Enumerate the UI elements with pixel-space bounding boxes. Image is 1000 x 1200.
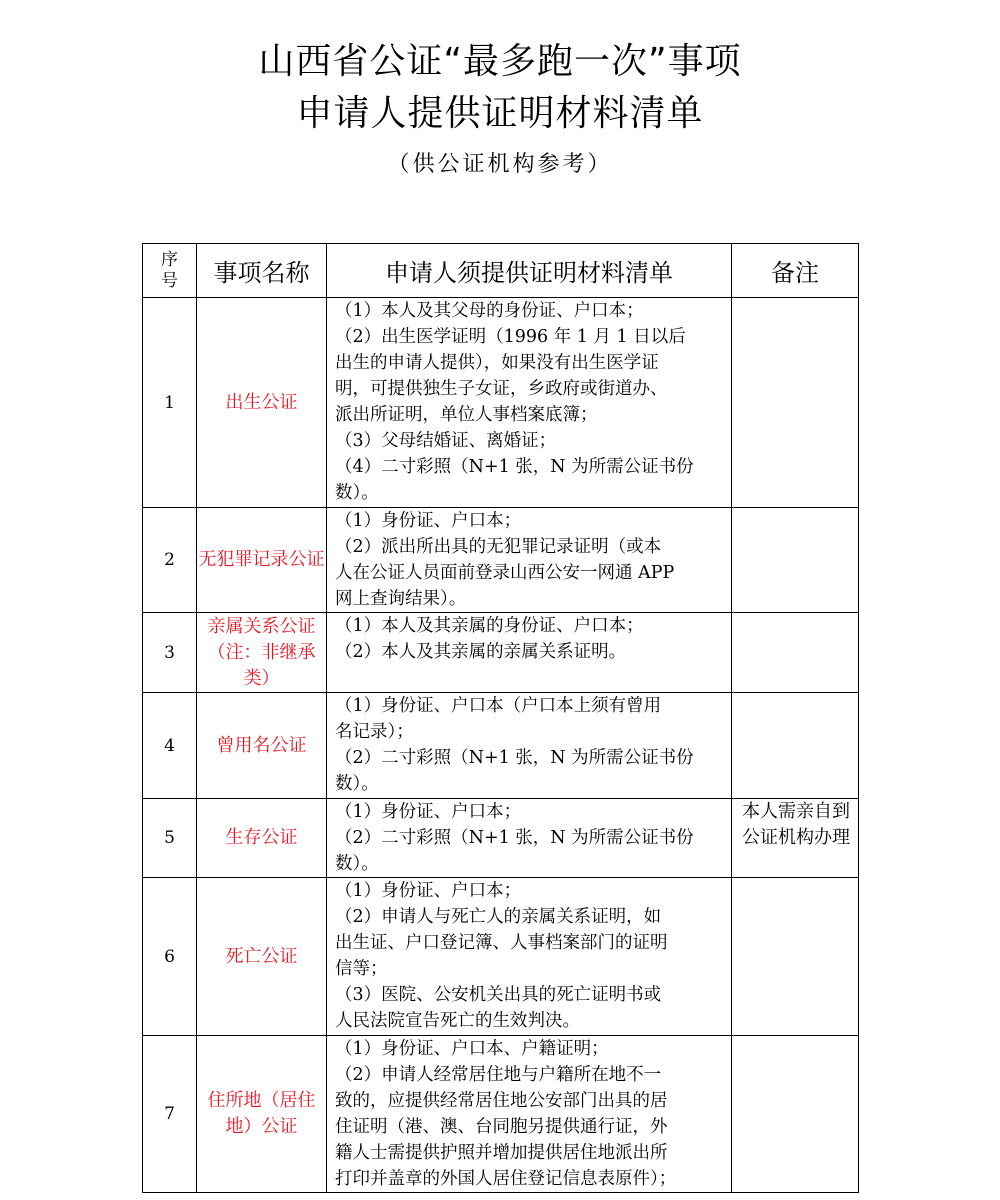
row-note [732, 799, 859, 878]
row-serial-number: 2 [143, 508, 197, 613]
material-line: 籍人士需提供护照并增加提供居住地派出所 [335, 1143, 668, 1163]
row-materials [327, 613, 732, 693]
table-row [143, 613, 859, 693]
document-title-line-2: 申请人提供证明材料清单 [296, 93, 704, 134]
row-note [732, 693, 859, 799]
row-note [732, 878, 859, 1036]
row-item-name: 曾用名公证 [197, 693, 327, 799]
row-item-name: 生存公证 [197, 799, 327, 878]
material-line: 明，可提供独生子女证，乡政府或街道办、 [335, 379, 668, 399]
material-line: 派出所证明，单位人事档案底簿； [335, 405, 598, 425]
header-item-name: 事项名称 [197, 244, 327, 298]
row-serial-number: 5 [143, 799, 197, 878]
row-serial-number: 6 [143, 878, 197, 1036]
material-line: （2）申请人经常居住地与户籍所在地不一 [335, 1065, 662, 1085]
material-line: 出生证、户口登记簿、人事档案部门的证明 [335, 933, 668, 953]
material-line: （4）二寸彩照（N+1 张，N 为所需公证书份 [335, 457, 694, 477]
material-line: （2）派出所出具的无犯罪记录证明（或本 [335, 537, 662, 557]
material-line: 致的，应提供经常居住地公安部门出具的居 [335, 1091, 668, 1111]
document-subtitle: （供公证机构参考） [387, 152, 613, 177]
material-line: 人民法院宣告死亡的生效判决。 [335, 1011, 580, 1031]
header-materials: 申请人须提供证明材料清单 [327, 244, 732, 298]
row-item-name: 无犯罪记录公证 [197, 508, 327, 613]
material-line: （2）出生医学证明（1996 年 1 月 1 日以后 [335, 327, 686, 347]
row-note [732, 1036, 859, 1193]
table-row [143, 508, 859, 613]
table-row [143, 298, 859, 508]
table-header-row [143, 244, 859, 298]
material-line: 打印并盖章的外国人居住登记信息表原件）； [335, 1169, 677, 1189]
material-line: 人在公证人员面前登录山西公安一网通 APP [335, 563, 675, 583]
table-row [143, 1036, 859, 1193]
note-text: 本人需亲自到公证机构办理 [742, 801, 850, 848]
header-serial-number: 序号 [143, 244, 197, 298]
material-line: （1）身份证、户口本（户口本上须有曾用 [335, 696, 662, 716]
material-line: （1）本人及其父母的身份证、户口本； [335, 301, 644, 321]
row-materials [327, 1036, 732, 1193]
material-line: （2）二寸彩照（N+1 张，N 为所需公证书份 [335, 748, 694, 768]
table-body [143, 298, 859, 1193]
material-line: （1）身份证、户口本； [335, 511, 522, 531]
row-materials [327, 508, 732, 613]
table-row [143, 878, 859, 1036]
table-row [143, 693, 859, 799]
material-line: （2）申请人与死亡人的亲属关系证明，如 [335, 907, 662, 927]
row-materials [327, 693, 732, 799]
material-line: 出生的申请人提供），如果没有出生医学证 [335, 353, 659, 373]
material-line: （1）身份证、户口本、户籍证明； [335, 1039, 609, 1059]
row-item-name: 住所地（居住地）公证 [197, 1036, 327, 1193]
material-line: （1）身份证、户口本； [335, 802, 522, 822]
row-item-name: 出生公证 [197, 298, 327, 508]
material-line: （1）本人及其亲属的身份证、户口本； [335, 616, 644, 636]
row-materials [327, 298, 732, 508]
row-serial-number: 3 [143, 613, 197, 693]
material-line: （2）本人及其亲属的亲属关系证明。 [335, 642, 627, 662]
row-item-name: 亲属关系公证（注：非继承类） [197, 613, 327, 693]
material-line: 网上查询结果）。 [335, 589, 467, 609]
material-line: （2）二寸彩照（N+1 张，N 为所需公证书份 [335, 828, 694, 848]
material-line: （3）医院、公安机关出具的死亡证明书或 [335, 985, 662, 1005]
table-row [143, 799, 859, 878]
row-serial-number: 1 [143, 298, 197, 508]
row-serial-number: 7 [143, 1036, 197, 1193]
row-item-name: 死亡公证 [197, 878, 327, 1036]
material-line: （1）身份证、户口本； [335, 881, 522, 901]
material-line: （3）父母结婚证、离婚证； [335, 431, 557, 451]
row-note [732, 298, 859, 508]
row-note [732, 508, 859, 613]
row-serial-number: 4 [143, 693, 197, 799]
material-line: 数）。 [335, 774, 379, 794]
material-line: 名记录）； [335, 722, 414, 742]
row-note [732, 613, 859, 693]
material-line: 住证明（港、澳、台同胞另提供通行证，外 [335, 1117, 668, 1137]
row-materials [327, 878, 732, 1036]
materials-table [142, 243, 859, 1193]
material-line: 数）。 [335, 483, 379, 503]
row-materials [327, 799, 732, 878]
header-note: 备注 [732, 244, 859, 298]
document-title-line-1: 山西省公证“最多跑一次”事项 [258, 41, 742, 82]
material-line: 信等； [335, 959, 388, 979]
material-line: 数）。 [335, 854, 379, 874]
